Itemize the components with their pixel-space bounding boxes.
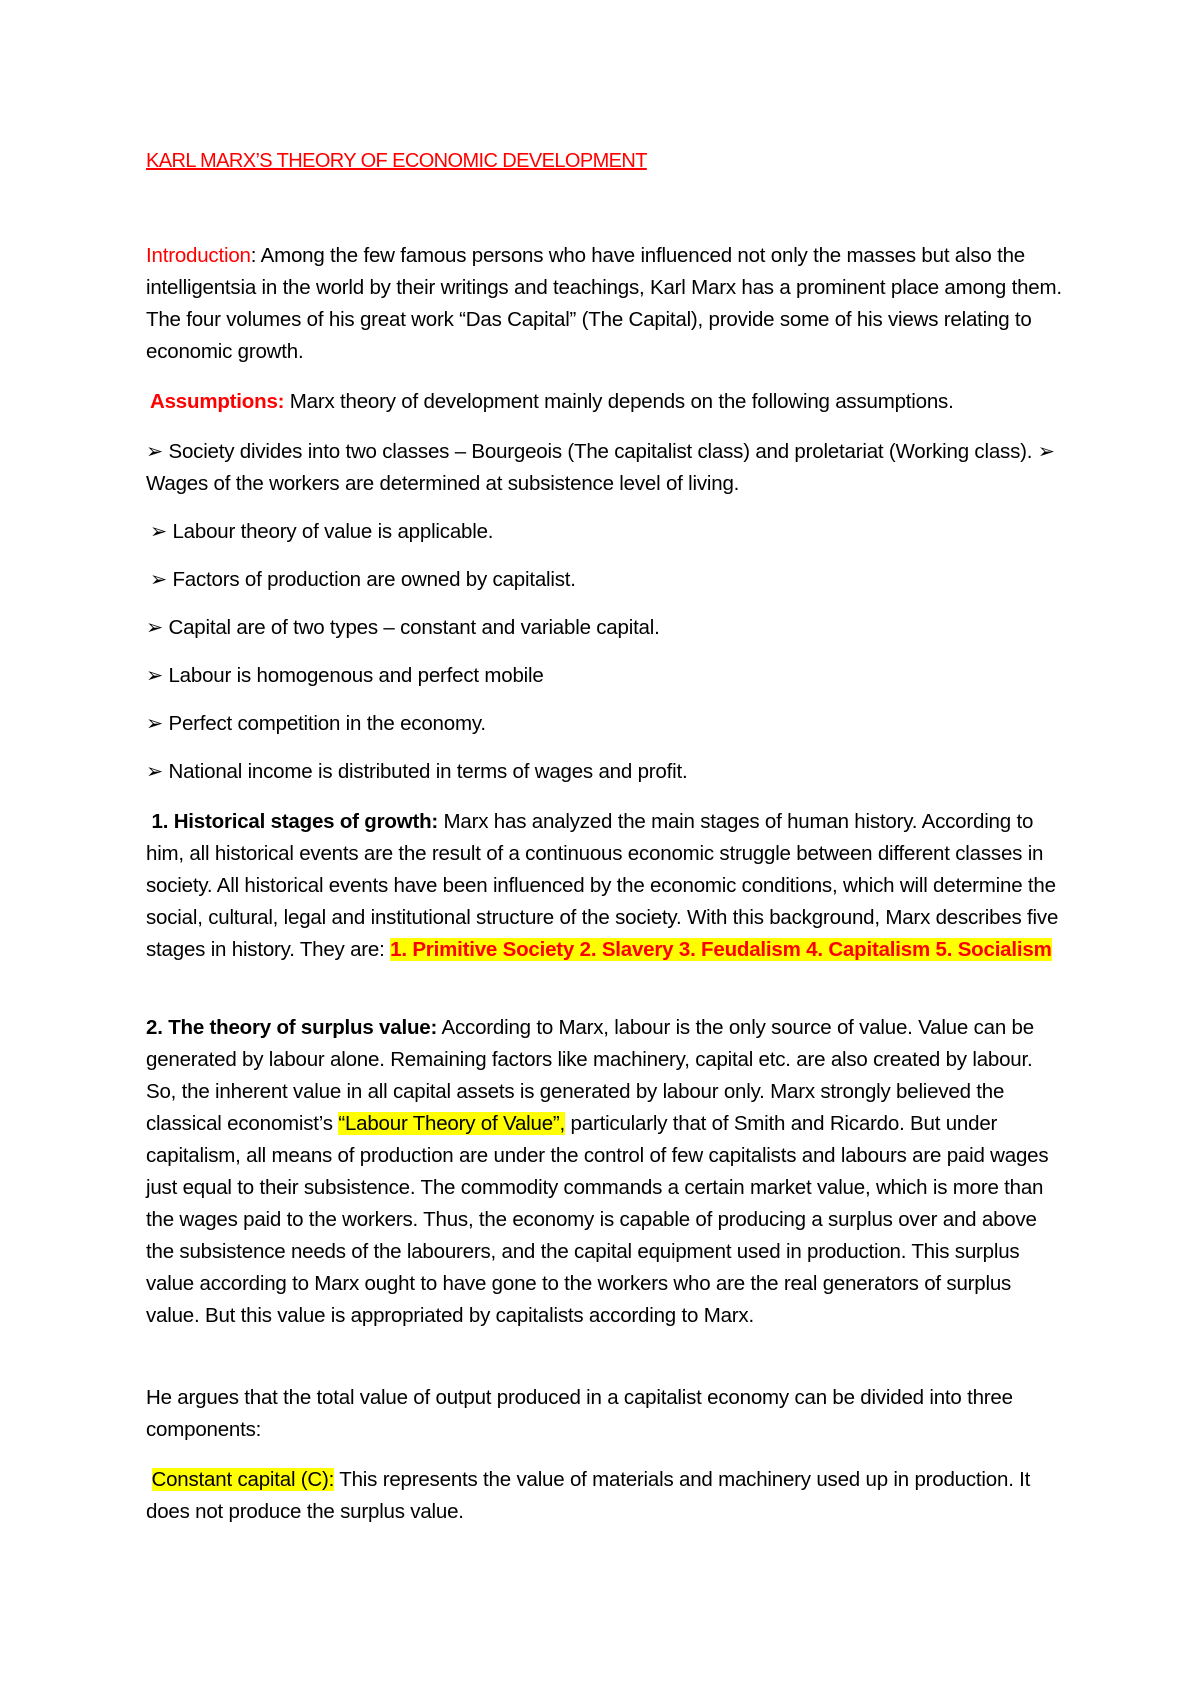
surplus-value-paragraph [146,1012,1066,1332]
assumptions-label: Assumptions: [150,390,285,413]
historical-stages-paragraph [146,806,1066,966]
constant-capital-paragraph [146,1464,1066,1528]
surplus-value-text-a: According to Marx, labour is the only source of value. Value can be generated by labour alone. Remaining factors like machinery, capital etc. are also created by labour. So, the inherent value in all capital assets is generated by labour only. Marx strongly believed the classical economist’s [146,1016,1034,1135]
introduction-label: Introduction [146,244,251,267]
assumption-item: ➢ Capital are of two types – constant and variable capital. [146,616,660,639]
assumption-item: ➢ Labour is homogenous and perfect mobile [146,664,544,687]
surplus-value-heading: 2. The theory of surplus value: [146,1016,438,1039]
assumption-item: ➢ Factors of production are owned by capitalist. [150,568,576,591]
historical-stages-text: Marx has analyzed the main stages of human history. According to him, all historical events are the result of a continuous economic struggle between different classes in society. All historical events have been influenced by the economic conditions, which will determine the social, cultural, legal and institutional structure of the society. With this background, Marx describes five stages in history. They are: [146,810,1059,961]
assumption-item: ➢ Society divides into two classes – Bourgeois (The capitalist class) and proletariat (Working class). ➢ Wages of the workers are determined at subsistence level of living. [146,440,1055,495]
labour-theory-highlight: “Labour Theory of Value”, [338,1112,566,1135]
introduction-separator: : [250,244,261,267]
assumptions-text: Marx theory of development mainly depends on the following assumptions. [284,390,954,413]
historical-stages-heading: 1. Historical stages of growth: [151,810,439,833]
assumptions-paragraph [150,386,1070,418]
components-intro-paragraph: He argues that the total value of output produced in a capitalist economy can be divided into three components: [146,1386,1013,1441]
surplus-value-text-b: particularly that of Smith and Ricardo. But under capitalism, all means of production are under the control of few capitalists and labours are paid wages just equal to their subsistence. The commodity commands a certain market value, which is more than the wages paid to the workers. Thus, the economy is capable of producing a surplus over and above the subsistence needs of the labourers, and the capital equipment used in production. This surplus value according to Marx ought to have gone to the workers who are the real generators of surplus value. But this value is appropriated by capitalists according to Marx. [146,1112,1049,1327]
constant-capital-label: Constant capital (C): [151,1468,335,1491]
assumption-item: ➢ Perfect competition in the economy. [146,712,486,735]
constant-capital-text: This represents the value of materials and machinery used up in production. It does not produce the surplus value. [146,1468,1031,1523]
five-stages-highlight: 1. Primitive Society 2. Slavery 3. Feudalism 4. Capitalism 5. Socialism [390,938,1052,961]
assumption-item: ➢ Labour theory of value is applicable. [150,520,494,543]
document-title: KARL MARX’S THEORY OF ECONOMIC DEVELOPMENT [146,150,647,172]
introduction-paragraph [146,240,1066,368]
introduction-text: Among the few famous persons who have influenced not only the masses but also the intelligentsia in the world by their writings and teachings, Karl Marx has a prominent place among them. The four volumes of his great work “Das Capital” (The Capital), provide some of his views relating to economic growth. [146,244,1062,363]
assumption-item: ➢ National income is distributed in terms of wages and profit. [146,760,688,783]
